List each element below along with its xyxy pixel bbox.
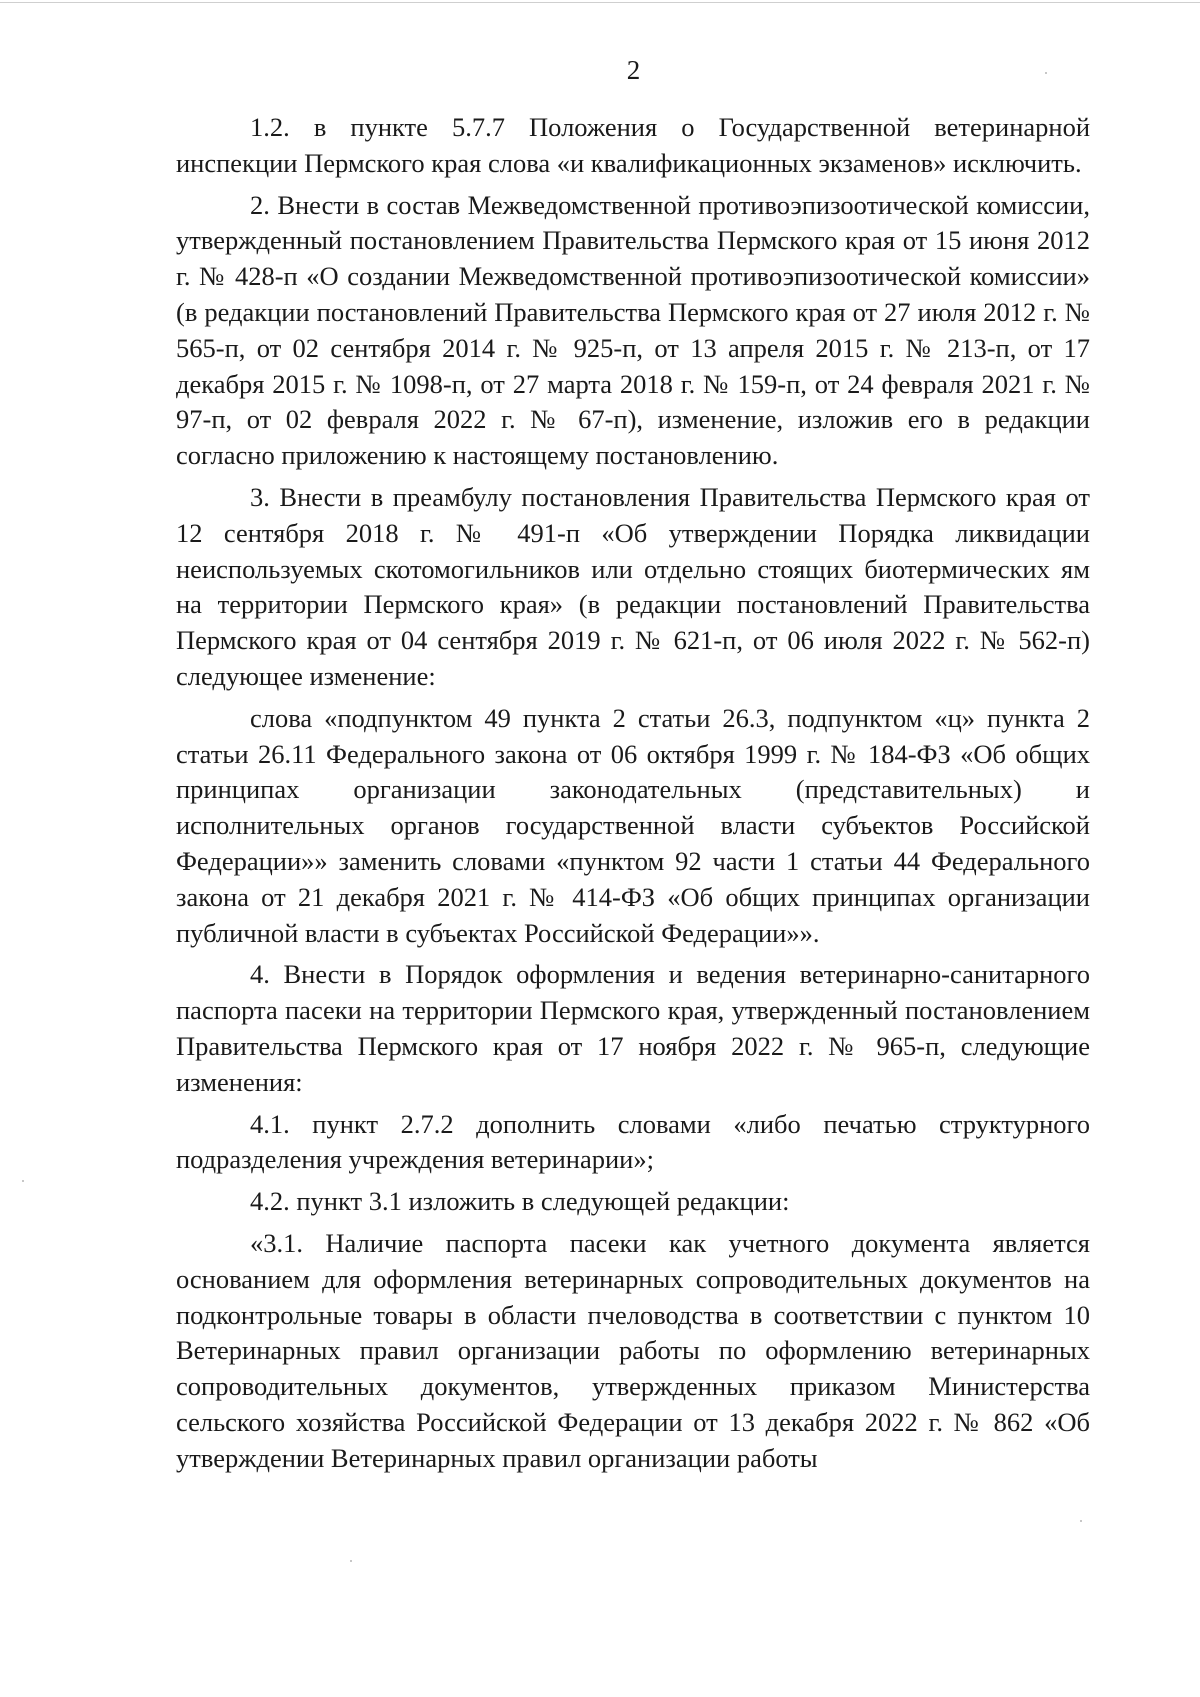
paragraph-4: 4. Внести в Порядок оформления и ведения ветеринарно-санитарного паспорта пасеки на территории Пермского края, утвержденный постановлением Правительства Пермского края от 17 ноября 2022 г. № 965-п, следующие изменения: bbox=[176, 959, 1090, 1097]
document-body bbox=[176, 110, 1090, 1476]
paragraph-3-1-new-wording: «3.1. Наличие паспорта пасеки как учетного документа является основанием для оформления ветеринарных сопроводительных документов на подконтрольные товары в области пчеловодства в соответствии с пунктом 10 Ветеринарных правил организации работы по оформлению ветеринарных сопроводительных документов, утвержденных приказом Министерства сельского хозяйства Российской Федерации от 13 декабря 2022 г. № 862 «Об утверждении Ветеринарных правил организации работы bbox=[176, 1227, 1090, 1473]
scan-speck bbox=[350, 1560, 352, 1562]
scan-top-edge bbox=[0, 2, 1200, 3]
scan-speck bbox=[1045, 72, 1047, 74]
scan-speck bbox=[1080, 1520, 1082, 1522]
paragraph-4-2: 4.2. пункт 3.1 изложить в следующей редакции: bbox=[250, 1186, 790, 1217]
page-number: 2 bbox=[626, 55, 641, 85]
paragraph-1-2: 1.2. в пункте 5.7.7 Положения о Государственной ветеринарной инспекции Пермского края слова «и квалификационных экзаменов» исключить. bbox=[176, 112, 1090, 178]
scan-speck bbox=[22, 1180, 24, 1182]
paragraph-3-amendment: слова «подпунктом 49 пункта 2 статьи 26.3, подпунктом «ц» пункта 2 статьи 26.11 Федерального закона от 06 октября 1999 г. № 184-ФЗ «Об общих принципах организации законодательных (представительных) и исполнительных органов государственной власти субъектов Российской Федерации»» заменить словами «пунктом 92 части 1 статьи 44 Федерального закона от 21 декабря 2021 г. № 414-ФЗ «Об общих принципах организации публичной власти в субъектах Российской Федерации»». bbox=[176, 702, 1090, 948]
paragraph-3: 3. Внести в преамбулу постановления Правительства Пермского края от 12 сентября 2018 г. № 491-п «Об утверждении Порядка ликвидации неиспользуемых скотомогильников или отдельно стоящих биотермических ям на территории Пермского края» (в редакции постановлений Правительства Пермского края от 04 сентября 2019 г. № 621-п, от 06 июля 2022 г. № 562-п) следующее изменение: bbox=[176, 481, 1090, 691]
paragraph-4-1: 4.1. пункт 2.7.2 дополнить словами «либо печатью структурного подразделения учреждения ветеринарии»; bbox=[176, 1108, 1090, 1175]
paragraph-2: 2. Внести в состав Межведомственной противоэпизоотической комиссии, утвержденный постановлением Правительства Пермского края от 15 июня 2012 г. № 428-п «О создании Межведомственной противоэпизоотической комиссии» (в редакции постановлений Правительства Пермского края от 27 июля 2012 г. № 565-п, от 02 сентября 2014 г. № 925-п, от 13 апреля 2015 г. № 213-п, от 17 декабря 2015 г. № 1098-п, от 27 марта 2018 г. № 159-п, от 24 февраля 2021 г. № 97-п, от 02 февраля 2022 г. № 67-п), изменение, изложив его в редакции согласно приложению к настоящему постановлению. bbox=[176, 189, 1090, 471]
